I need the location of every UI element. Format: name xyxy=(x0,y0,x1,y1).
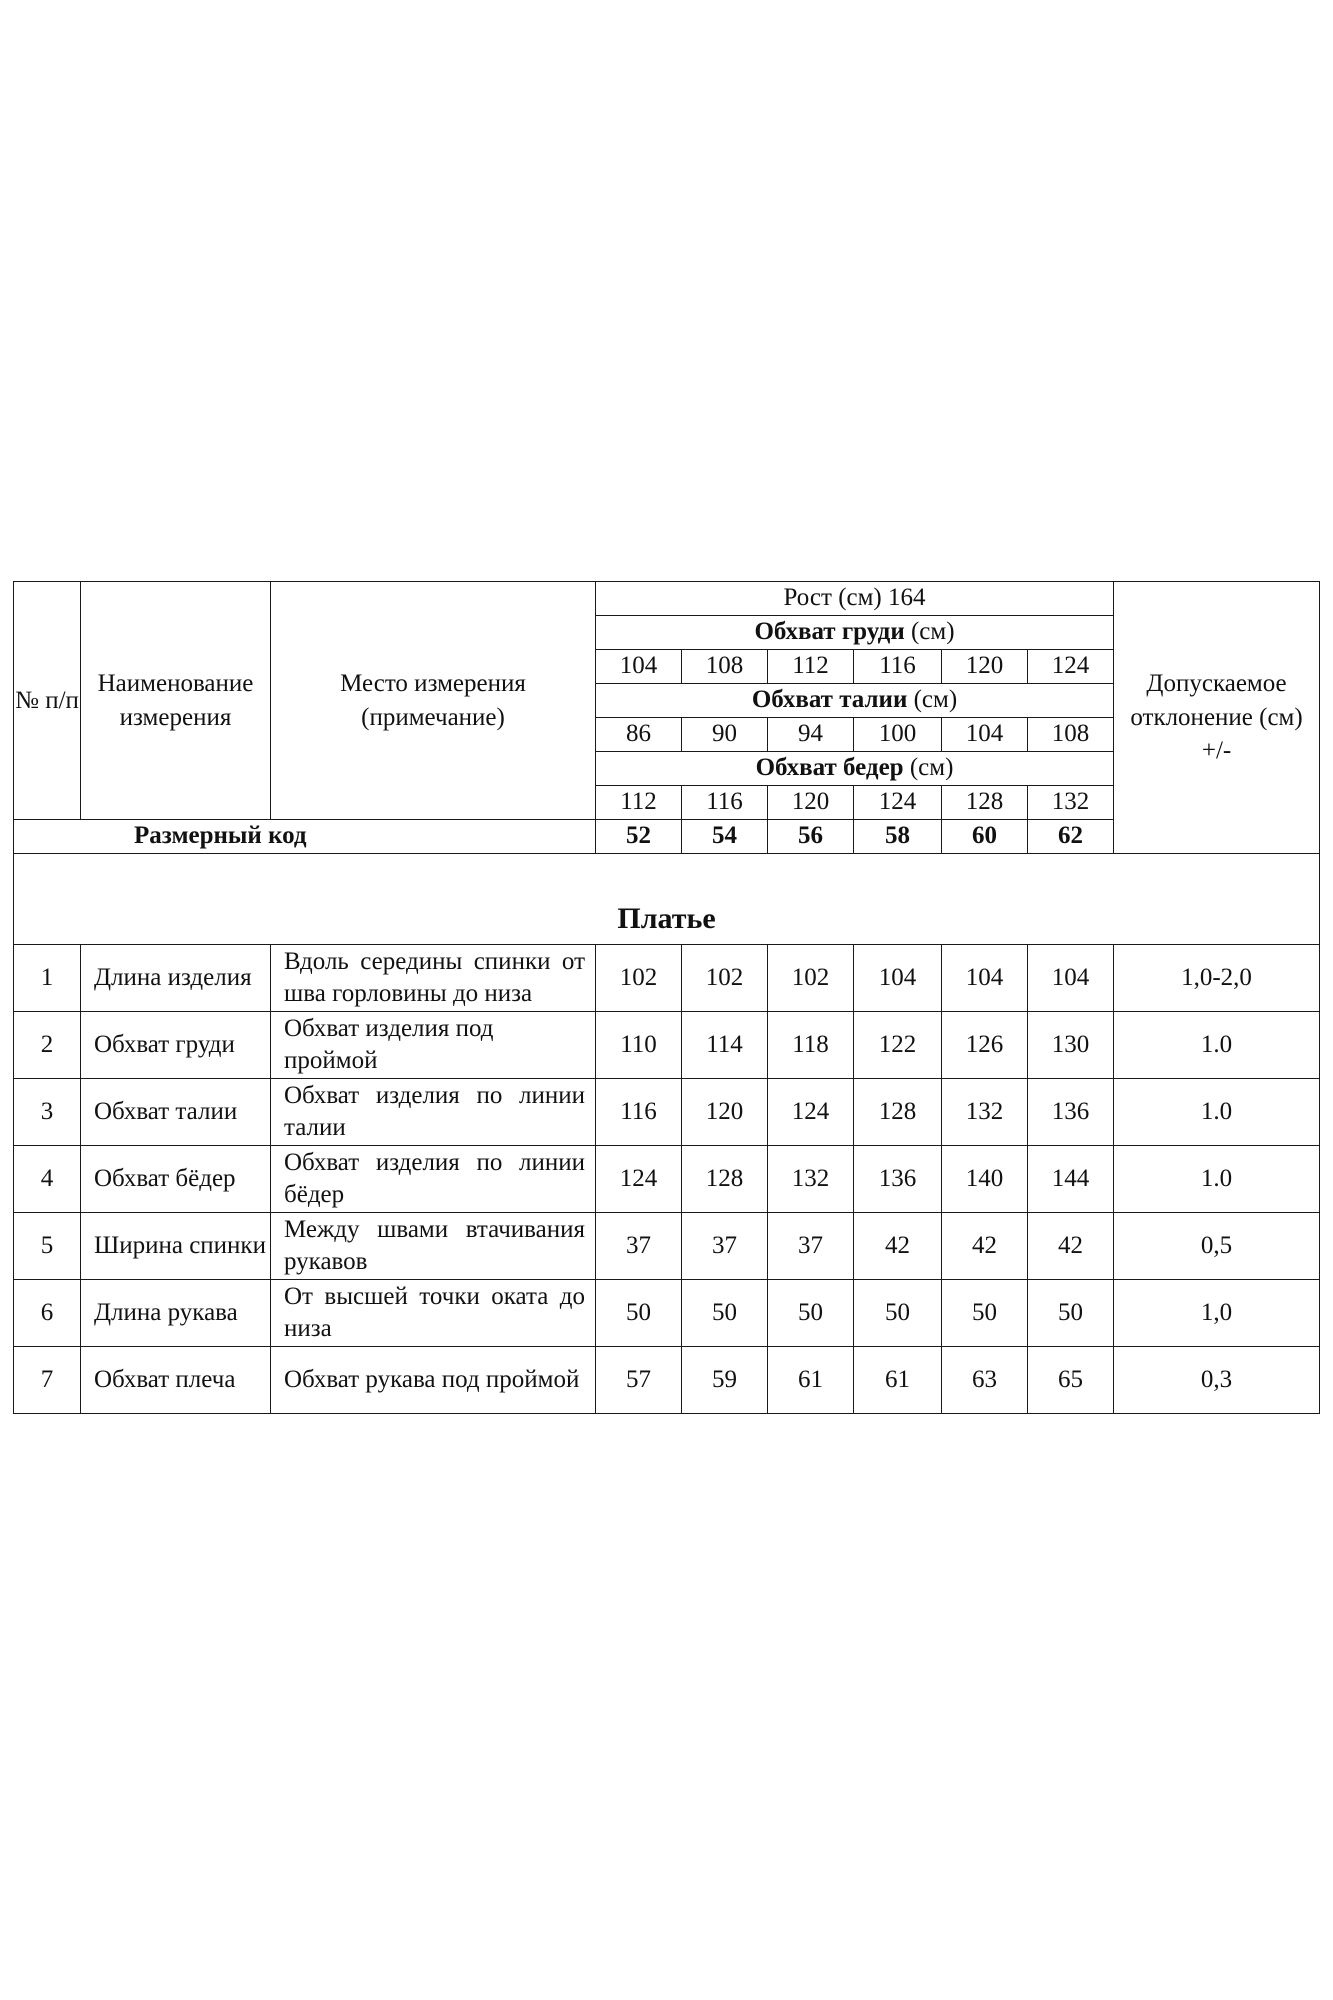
row-number: 6 xyxy=(14,1280,81,1347)
measurement-value: 104 xyxy=(1028,945,1114,1012)
col-num-header: № п/п xyxy=(14,582,81,820)
tolerance-value: 1.0 xyxy=(1114,1146,1320,1213)
chest-value: 108 xyxy=(682,650,768,684)
measurement-value: 50 xyxy=(682,1280,768,1347)
measurement-name: Обхват плеча xyxy=(81,1347,271,1414)
size-code-label: Размерный код xyxy=(14,820,596,854)
height-header: Рост (см) 164 xyxy=(596,582,1114,616)
measurement-name: Обхват бёдер xyxy=(81,1146,271,1213)
measurement-value: 124 xyxy=(596,1146,682,1213)
measurement-value: 42 xyxy=(854,1213,942,1280)
chest-value: 104 xyxy=(596,650,682,684)
chest-value: 116 xyxy=(854,650,942,684)
section-title: Платье xyxy=(14,854,1320,945)
row-number: 7 xyxy=(14,1347,81,1414)
measurement-value: 37 xyxy=(768,1213,854,1280)
tolerance-value: 1.0 xyxy=(1114,1012,1320,1079)
measurement-value: 122 xyxy=(854,1012,942,1079)
chest-value: 120 xyxy=(942,650,1028,684)
measurement-value: 114 xyxy=(682,1012,768,1079)
row-number: 3 xyxy=(14,1079,81,1146)
measurement-place: Обхват изделия по линии бёдер xyxy=(271,1146,596,1213)
waist-value: 90 xyxy=(682,718,768,752)
size-code: 52 xyxy=(596,820,682,854)
measurement-value: 130 xyxy=(1028,1012,1114,1079)
measurement-name: Обхват талии xyxy=(81,1079,271,1146)
measurement-value: 128 xyxy=(854,1079,942,1146)
measurement-place: Между швами втачивания рукавов xyxy=(271,1213,596,1280)
hips-value: 128 xyxy=(942,786,1028,820)
measurement-name: Обхват груди xyxy=(81,1012,271,1079)
size-code: 54 xyxy=(682,820,768,854)
measurement-name: Длина рукава xyxy=(81,1280,271,1347)
measurement-value: 104 xyxy=(942,945,1028,1012)
tolerance-value: 1,0-2,0 xyxy=(1114,945,1320,1012)
measurement-value: 65 xyxy=(1028,1347,1114,1414)
measurement-value: 37 xyxy=(682,1213,768,1280)
measurement-value: 102 xyxy=(682,945,768,1012)
row-number: 5 xyxy=(14,1213,81,1280)
measurement-value: 116 xyxy=(596,1079,682,1146)
measurement-value: 50 xyxy=(854,1280,942,1347)
measurement-value: 50 xyxy=(768,1280,854,1347)
table-row xyxy=(14,1146,1320,1213)
section-row xyxy=(14,854,1320,945)
size-code: 62 xyxy=(1028,820,1114,854)
size-table xyxy=(13,581,1320,1414)
measurement-value: 57 xyxy=(596,1347,682,1414)
table-row xyxy=(14,1213,1320,1280)
hips-header-unit: (см) xyxy=(903,754,954,782)
measurement-value: 124 xyxy=(768,1079,854,1146)
measurement-value: 104 xyxy=(854,945,942,1012)
hips-value: 124 xyxy=(854,786,942,820)
size-code: 58 xyxy=(854,820,942,854)
table-row xyxy=(14,1079,1320,1146)
measurement-name: Ширина спинки xyxy=(81,1213,271,1280)
table-row xyxy=(14,945,1320,1012)
waist-value: 108 xyxy=(1028,718,1114,752)
table-row xyxy=(14,1347,1320,1414)
waist-value: 104 xyxy=(942,718,1028,752)
header-row-height xyxy=(14,582,1320,616)
measurement-place: Вдоль середины спинки от шва горловины до низа xyxy=(271,945,596,1012)
size-code: 60 xyxy=(942,820,1028,854)
row-number: 1 xyxy=(14,945,81,1012)
size-code: 56 xyxy=(768,820,854,854)
measurement-place: От высшей точки оката до низа xyxy=(271,1280,596,1347)
tolerance-header: Допускаемое отклонение (см) +/- xyxy=(1114,582,1320,854)
hips-header-bold: Обхват бедер xyxy=(755,754,904,782)
waist-value: 86 xyxy=(596,718,682,752)
hips-value: 112 xyxy=(596,786,682,820)
measurement-value: 59 xyxy=(682,1347,768,1414)
tolerance-value: 1.0 xyxy=(1114,1079,1320,1146)
row-number: 2 xyxy=(14,1012,81,1079)
measurement-value: 136 xyxy=(854,1146,942,1213)
measurement-value: 144 xyxy=(1028,1146,1114,1213)
measurement-value: 102 xyxy=(596,945,682,1012)
chest-header-bold: Обхват груди xyxy=(754,618,905,646)
chest-header-unit: (см) xyxy=(904,618,955,646)
measurement-value: 61 xyxy=(854,1347,942,1414)
hips-value: 120 xyxy=(768,786,854,820)
measurement-name: Длина изделия xyxy=(81,945,271,1012)
measurement-value: 37 xyxy=(596,1213,682,1280)
measurement-value: 102 xyxy=(768,945,854,1012)
hips-value: 132 xyxy=(1028,786,1114,820)
measurement-value: 140 xyxy=(942,1146,1028,1213)
hips-header xyxy=(596,752,1114,786)
measurement-value: 132 xyxy=(942,1079,1028,1146)
measurement-value: 50 xyxy=(1028,1280,1114,1347)
measurement-value: 50 xyxy=(596,1280,682,1347)
waist-value: 100 xyxy=(854,718,942,752)
row-number: 4 xyxy=(14,1146,81,1213)
col-place-header: Место измерения (примечание) xyxy=(271,582,596,820)
waist-header xyxy=(596,684,1114,718)
chest-value: 112 xyxy=(768,650,854,684)
waist-header-bold: Обхват талии xyxy=(751,686,908,714)
tolerance-value: 1,0 xyxy=(1114,1280,1320,1347)
measurement-value: 63 xyxy=(942,1347,1028,1414)
measurement-value: 120 xyxy=(682,1079,768,1146)
measurement-value: 128 xyxy=(682,1146,768,1213)
waist-header-unit: (см) xyxy=(907,686,958,714)
tolerance-value: 0,3 xyxy=(1114,1347,1320,1414)
waist-value: 94 xyxy=(768,718,854,752)
measurement-place: Обхват изделия под проймой xyxy=(271,1012,596,1079)
hips-value: 116 xyxy=(682,786,768,820)
measurement-value: 50 xyxy=(942,1280,1028,1347)
tolerance-value: 0,5 xyxy=(1114,1213,1320,1280)
chest-header xyxy=(596,616,1114,650)
measurement-value: 132 xyxy=(768,1146,854,1213)
chest-value: 124 xyxy=(1028,650,1114,684)
col-name-header: Наименование измерения xyxy=(81,582,271,820)
table-row xyxy=(14,1280,1320,1347)
measurement-value: 42 xyxy=(1028,1213,1114,1280)
measurement-place: Обхват изделия по линии талии xyxy=(271,1079,596,1146)
measurement-value: 61 xyxy=(768,1347,854,1414)
measurement-value: 110 xyxy=(596,1012,682,1079)
measurement-value: 42 xyxy=(942,1213,1028,1280)
table-row xyxy=(14,1012,1320,1079)
measurement-value: 118 xyxy=(768,1012,854,1079)
measurement-value: 126 xyxy=(942,1012,1028,1079)
measurement-place: Обхват рукава под проймой xyxy=(271,1347,596,1414)
measurement-value: 136 xyxy=(1028,1079,1114,1146)
